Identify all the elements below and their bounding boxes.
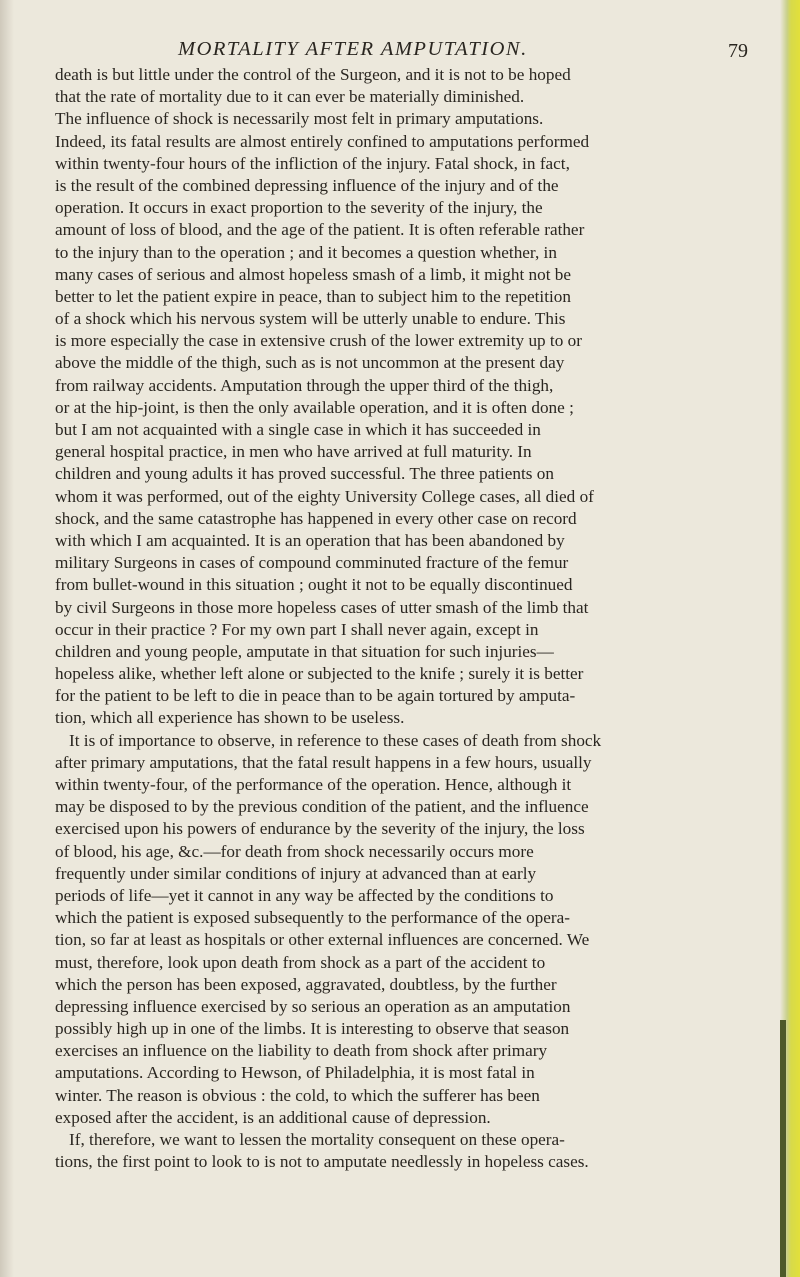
text-line: It is of importance to observe, in reference to these cases of death from shock — [69, 730, 602, 750]
text-line: whom it was performed, out of the eighty University College cases, all died of — [55, 486, 594, 506]
text-line: better to let the patient expire in peace, than to subject him to the repetition — [55, 286, 571, 306]
text-line: exposed after the accident, is an additional cause of depression. — [55, 1107, 491, 1127]
text-line: amount of loss of blood, and the age of the patient. It is often referable rather — [55, 220, 585, 240]
text-line: above the middle of the thigh, such as is not uncommon at the present day — [55, 353, 565, 373]
text-line: If, therefore, we want to lessen the mortality consequent on these opera- — [69, 1130, 565, 1149]
text-line: possibly high up in one of the limbs. It is interesting to observe that season — [55, 1019, 570, 1039]
running-head: MORTALITY AFTER AMPUTATION. — [178, 38, 528, 60]
text-line: with which I am acquainted. It is an operation that has been abandoned by — [55, 530, 565, 550]
text-line: operation. It occurs in exact proportion to the severity of the injury, the — [55, 198, 543, 218]
text-line: of blood, his age, &c.—for death from shock necessarily occurs more — [55, 841, 534, 861]
text-line: exercised upon his powers of endurance by the severity of the injury, the loss — [55, 819, 585, 839]
text-line: children and young people, amputate in that situation for such injuries— — [55, 641, 554, 661]
text-line: depressing influence exercised by so serious an operation as an amputation — [55, 996, 571, 1016]
text-line: military Surgeons in cases of compound comminuted fracture of the femur — [55, 553, 569, 573]
text-line: by civil Surgeons in those more hopeless cases of utter smash of the limb that — [55, 597, 589, 617]
text-line: The influence of shock is necessarily most felt in primary amputations. — [55, 109, 544, 129]
text-line: of a shock which his nervous system will be utterly unable to endure. This — [55, 309, 566, 329]
text-line: winter. The reason is obvious : the cold, to which the sufferer has been — [55, 1085, 540, 1105]
text-line: is more especially the case in extensive crush of the lower extremity up to or — [55, 331, 582, 351]
text-line: from bullet-wound in this situation ; ought it not to be equally discontinued — [55, 575, 573, 595]
text-line: exercises an influence on the liability to death from shock after primary — [55, 1041, 548, 1061]
text-line: for the patient to be left to die in peace than to be again tortured by amputa- — [55, 686, 576, 706]
text-line: within twenty-four, of the performance of the operation. Hence, although it — [55, 775, 572, 794]
text-line: children and young adults it has proved successful. The three patients on — [55, 464, 554, 484]
text-line: general hospital practice, in men who have arrived at full maturity. In — [55, 442, 532, 462]
page-number: 79 — [728, 40, 748, 62]
text-line: occur in their practice ? For my own part I shall never again, except in — [55, 619, 539, 639]
text-line: to the injury than to the operation ; and it becomes a question whether, in — [55, 242, 557, 262]
text-line: frequently under similar conditions of injury at advanced than at early — [55, 863, 537, 883]
text-line: may be disposed to by the previous condition of the patient, and the influence — [55, 797, 589, 817]
text-line: that the rate of mortality due to it can ever be materially diminished. — [55, 87, 525, 107]
text-line: many cases of serious and almost hopeless smash of a limb, it might not be — [55, 264, 572, 284]
page-edge-shadow — [780, 1020, 786, 1277]
text-line: tion, which all experience has shown to be useless. — [55, 708, 405, 728]
text-line: shock, and the same catastrophe has happened in every other case on record — [55, 508, 577, 528]
text-line: or at the hip-joint, is then the only available operation, and it is often done ; — [55, 397, 574, 417]
text-line: within twenty-four hours of the infliction of the injury. Fatal shock, in fact, — [55, 153, 570, 173]
text-line: must, therefore, look upon death from shock as a part of the accident to — [55, 952, 546, 972]
text-line: amputations. According to Hewson, of Philadelphia, it is most fatal in — [55, 1063, 535, 1083]
text-line: which the person has been exposed, aggravated, doubtless, by the further — [55, 974, 557, 994]
text-line: hopeless alike, whether left alone or subjected to the knife ; surely it is better — [55, 664, 584, 684]
text-line: is the result of the combined depressing influence of the injury and of the — [55, 175, 559, 195]
text-line: periods of life—yet it cannot in any way be affected by the conditions to — [55, 885, 554, 905]
text-line: tions, the first point to look to is not to amputate needlessly in hopeless cases. — [55, 1152, 589, 1172]
text-line: Indeed, its fatal results are almost entirely confined to amputations performed — [55, 131, 590, 151]
text-line: which the patient is exposed subsequently to the performance of the opera- — [55, 908, 570, 928]
text-line: from railway accidents. Amputation through the upper third of the thigh, — [55, 375, 554, 395]
body-text — [55, 64, 765, 1173]
gutter-shadow — [0, 0, 14, 1277]
text-line: death is but little under the control of the Surgeon, and it is not to be hoped — [55, 65, 571, 84]
text-line: but I am not acquainted with a single case in which it has succeeded in — [55, 420, 541, 439]
text-line: after primary amputations, that the fatal result happens in a few hours, usually — [55, 752, 592, 772]
text-line: tion, so far at least as hospitals or other external influences are concerned. We — [55, 930, 590, 950]
